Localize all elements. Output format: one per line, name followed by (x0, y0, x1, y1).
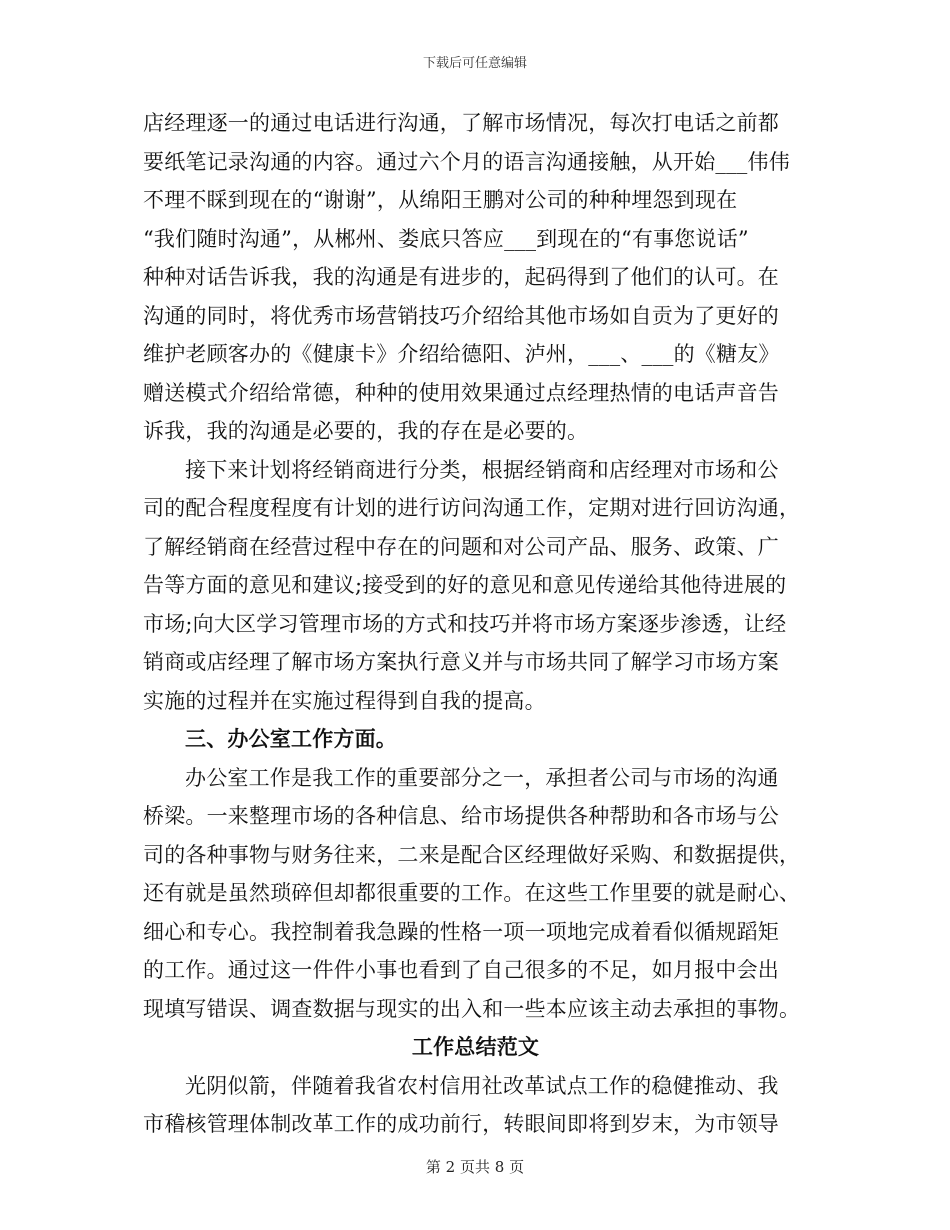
text-line: 接下来计划将经销商进行分类，根据经销商和店经理对市场和公 (185, 457, 779, 482)
page-number: 第 2 页共 8 页 (425, 1158, 525, 1176)
text-line: 司的各种事物与财务往来，二来是配合区经理做好采购、和数据提供， (143, 842, 801, 867)
section-heading-office-work: 三、办公室工作方面。 (185, 726, 397, 751)
text-line: 维护老顾客办的《健康卡》介绍给德阳、泸州，___、___的《糖友》 (143, 342, 780, 366)
text-line: 沟通的同时，将优秀市场营销技巧介绍给其他市场如自贡为了更好的 (143, 303, 779, 328)
text-line: 司的配合程度程度有计划的进行访问沟通工作，定期对进行回访沟通， (143, 496, 801, 520)
text-line: 实施的过程并在实施过程得到自我的提高。 (143, 688, 546, 713)
document-body (143, 104, 808, 1144)
document-title: 工作总结范文 (411, 1034, 540, 1059)
text-line: 了解经销商在经营过程中存在的问题和对公司产品、服务、政策、广 (143, 534, 779, 559)
text-line: 市稽核管理体制改革工作的成功前行，转眼间即将到岁末，为市领导 (143, 1112, 779, 1136)
paragraph-office-work (143, 759, 808, 1029)
paragraph-summary-intro (143, 1067, 808, 1144)
text-line: 的工作。通过这一件件小事也看到了自己很多的不足，如月报中会出 (143, 958, 779, 982)
text-line: 桥梁。一来整理市场的各种信息、给市场提供各种帮助和各市场与公 (143, 804, 779, 828)
text-line: “我们随时沟通”，从郴州、娄底只答应___到现在的“有事您说话” (143, 226, 749, 251)
text-line: 办公室工作是我工作的重要部分之一，承担者公司与市场的沟通 (185, 765, 779, 790)
text-line: 告等方面的意见和建议;接受到的好的意见和意见传递给其他待进展的 (143, 573, 787, 597)
text-line: 市场;向大区学习管理市场的方式和技巧并将市场方案逐步渗透，让经 (143, 611, 787, 636)
text-line: 现填写错误、调查数据与现实的出入和一些本应该主动去承担的事物。 (143, 996, 801, 1021)
text-line: 种种对话告诉我，我的沟通是有进步的，起码得到了他们的认可。在 (143, 265, 779, 289)
text-line: 不理不睬到现在的“谢谢”，从绵阳王鹏对公司的种种埋怨到现在 (143, 188, 738, 212)
text-line: 诉我，我的沟通是必要的，我的存在是必要的。 (143, 419, 589, 443)
page-header-note: 下载后可任意编辑 (422, 56, 527, 71)
text-line: 店经理逐一的通过电话进行沟通，了解市场情况，每次打电话之前都 (143, 111, 779, 135)
paragraph-communication (143, 104, 808, 451)
text-line: 销商或店经理了解市场方案执行意义并与市场共同了解学习市场方案 (143, 650, 779, 674)
text-line: 要纸笔记录沟通的内容。通过六个月的语言沟通接触，从开始___伟伟 (143, 149, 790, 174)
text-line: 细心和专心。我控制着我急躁的性格一项一项地完成着看似循规蹈矩 (143, 919, 779, 944)
paragraph-plan (143, 451, 808, 721)
text-line: 赠送模式介绍给常德，种种的使用效果通过点经理热情的电话声音告 (143, 380, 779, 405)
text-line: 光阴似箭，伴随着我省农村信用社改革试点工作的稳健推动、我 (185, 1073, 779, 1098)
text-line: 还有就是虽然琐碎但却都很重要的工作。在这些工作里要的就是耐心、 (143, 881, 801, 905)
